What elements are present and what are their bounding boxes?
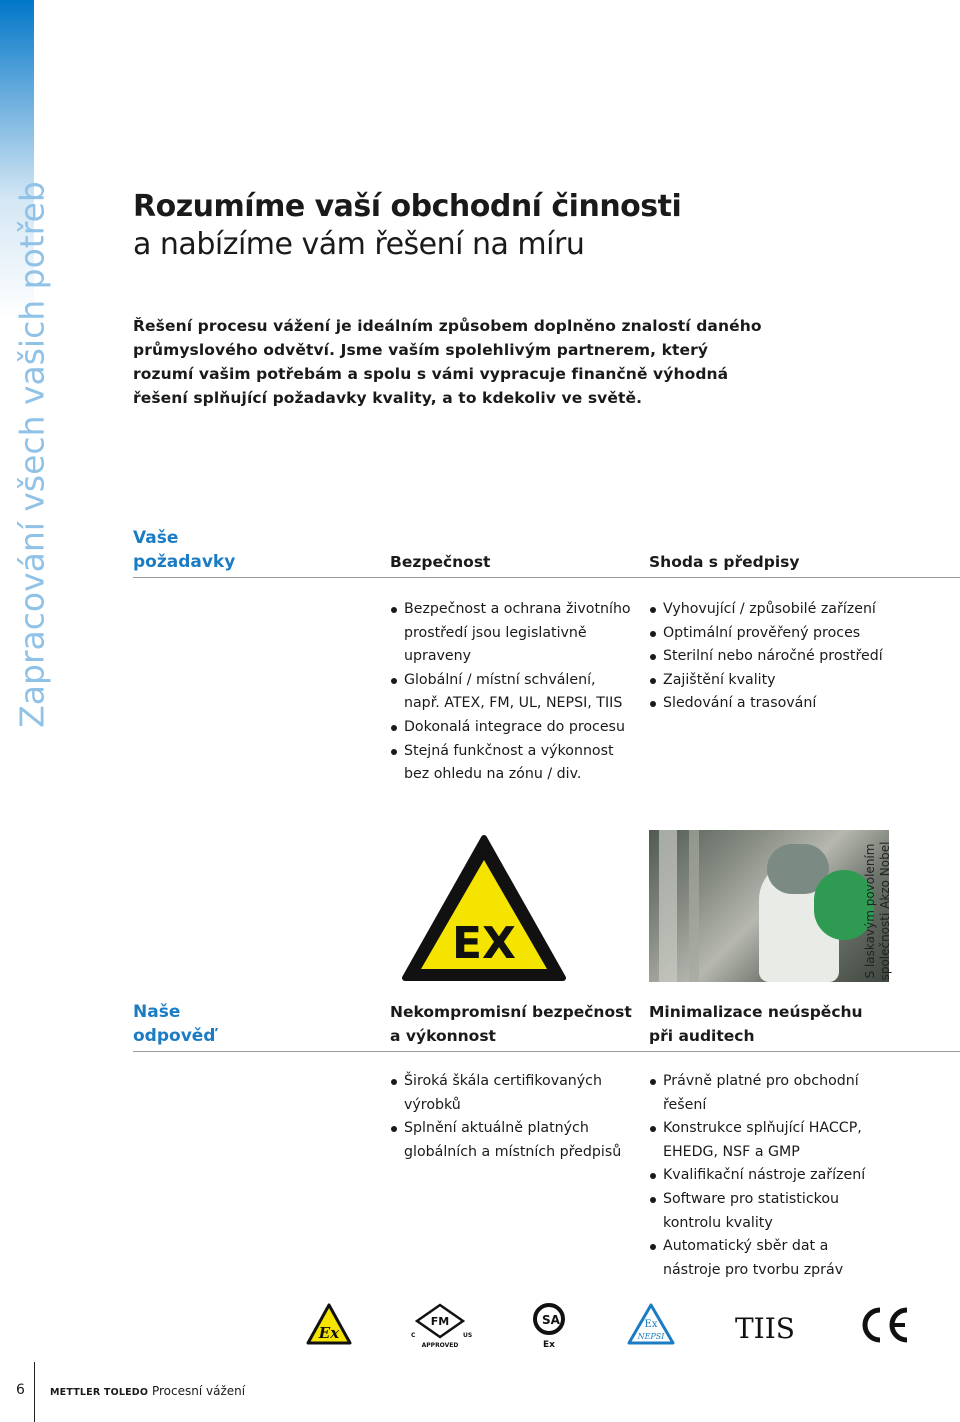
answer-label [133,1000,215,1048]
photo-caption-line1: S laskavým povolením [863,843,877,979]
photo-caption [863,831,893,991]
svg-text:APPROVED: APPROVED [421,1342,459,1349]
list-item: Splnění aktuálně platných globálních a místních předpisů [390,1117,635,1164]
audit-heading-line1: Minimalizace neúspěchu [649,1003,863,1021]
list-item: Bezpečnost a ochrana životního prostředí jsou legislativně upraveny [390,598,635,669]
list-item: Sledování a trasování [649,692,909,716]
fm-approved-icon [405,1303,475,1349]
page-title-line1: Rozumíme vaší obchodní činnosti [133,189,682,224]
svg-text:NEPSI: NEPSI [637,1332,665,1341]
footer-divider [34,1362,35,1422]
list-item: Globální / místní schválení, např. ATEX, FM, UL, NEPSI, TIIS [390,669,635,716]
photo-caption-line2: společnosti Akzo Nobel [878,841,892,981]
audit-heading [649,1000,863,1048]
list-item: Konstrukce splňující HACCP, EHEDG, NSF a GMP [649,1117,874,1164]
ex-sign-text: EX [452,918,516,969]
nepsi-ex-icon [626,1303,676,1349]
footer-brand [50,1384,245,1398]
brand-logo: METTLER TOLEDO [50,1387,149,1398]
list-item: Software pro statistickou kontrolu kvality [649,1188,874,1235]
page-title-line2: a nabízíme vám řešení na míru [133,227,585,262]
akzo-nobel-photo [649,830,889,982]
requirements-label-line1: Vaše [133,528,179,548]
list-item: Optimální prověřený proces [649,622,909,646]
answer-label-line2: odpověď [133,1026,216,1046]
atex-ex-icon [306,1303,352,1347]
list-item: Sterilní nebo náročné prostředí [649,645,909,669]
publication-title: Procesní vážení [151,1384,246,1398]
requirements-divider [133,577,960,578]
performance-heading-line2: a výkonnost [390,1027,496,1045]
safety-list [390,598,635,787]
compliance-heading: Shoda s předpisy [649,553,800,571]
svg-text:Ex: Ex [318,1324,340,1342]
list-item: Dokonalá integrace do procesu [390,716,635,740]
svg-text:TIIS: TIIS [735,1312,795,1345]
intro-paragraph: Řešení procesu vážení je ideálním způsobem doplněno znalostí daného průmyslového odvětví. Jsme vaším spolehlivým partnerem, který rozumí vašim potřebám a spolu s vámi vypracuje finančně výhodná řešení splňující požadavky kvality, a to kdekoliv ve světě. [133,317,762,407]
requirements-label [133,526,235,574]
list-item: Automatický sběr dat a nástroje pro tvorbu zpráv [649,1235,874,1282]
page-number: 6 [16,1382,25,1398]
ex-warning-sign-icon [401,834,567,982]
page-title [133,188,681,264]
svg-text:FM: FM [430,1315,450,1328]
list-item: Právně platné pro obchodní řešení [649,1070,874,1117]
svg-text:Ex: Ex [644,1319,658,1330]
list-item: Kvalifikační nástroje zařízení [649,1164,874,1188]
list-item: Vyhovující / způsobilé zařízení [649,598,909,622]
svg-text:Ex: Ex [543,1340,555,1349]
svg-text:SA: SA [542,1313,560,1327]
list-item: Stejná funkčnost a výkonnost bez ohledu na zónu / div. [390,740,635,787]
vertical-section-title: Zapracování všech vašich potřeb [12,181,52,728]
audit-list [649,1070,874,1282]
audit-heading-line2: při auditech [649,1027,755,1045]
svg-text:US: US [463,1332,473,1339]
svg-text:C: C [411,1332,416,1339]
answer-label-line1: Naše [133,1002,181,1022]
compliance-list [649,598,909,716]
answer-divider [133,1051,960,1052]
safety-heading: Bezpečnost [390,553,491,571]
list-item: Zajištění kvality [649,669,909,693]
tiis-icon [730,1303,800,1347]
performance-list [390,1070,635,1164]
performance-heading-line1: Nekompromisní bezpečnost [390,1003,632,1021]
performance-heading [390,1000,632,1048]
ce-mark-icon [855,1303,913,1347]
csa-ex-icon [532,1303,568,1349]
list-item: Široká škála certifikovaných výrobků [390,1070,635,1117]
requirements-label-line2: požadavky [133,552,236,572]
certification-logos [300,1303,940,1353]
